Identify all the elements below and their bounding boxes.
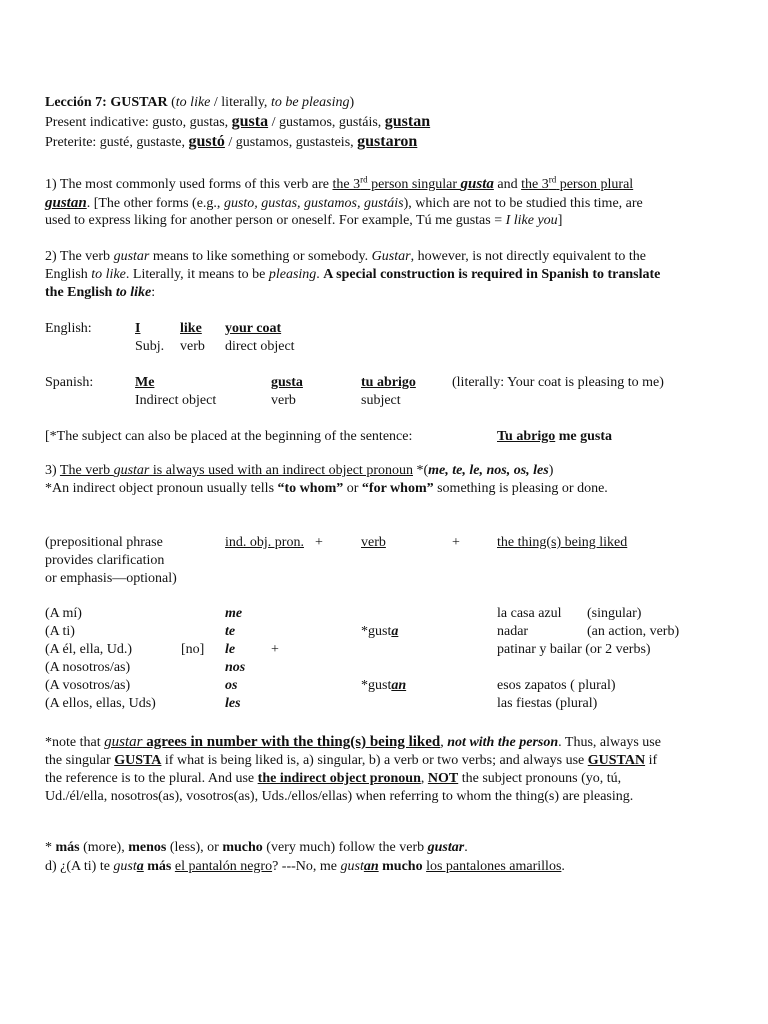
english-subj-caption: Subj.: [135, 339, 165, 354]
english-example: [45, 320, 735, 360]
p1-line3: used to express liking for another person or oneself. For example, Tú me gustas = I like you]: [45, 213, 563, 228]
table-row: (A nosotros/as) nos: [45, 660, 246, 675]
p1-line1: 1) The most commonly used forms of this verb are the 3rd person singular gusta and the 3rd person plural: [45, 174, 634, 192]
p3-line2: *An indirect object pronoun usually tells “to whom” or “for whom” something is pleasing or done.: [45, 481, 608, 496]
mas-note: * más (more), menos (less), or mucho (very much) follow the verb gustar.: [45, 840, 468, 855]
p1-line2: gustan. [The other forms (e.g., gusto, gustas, gustamos, gustáis), which are not to be studied this time, are: [45, 195, 643, 211]
english-dobj-caption: direct object: [225, 339, 295, 354]
example-d: d) ¿(A ti) te gusta más el pantalón negro? ---No, me gustan mucho los pantalones amarillos.: [45, 859, 565, 874]
english-object: your coat: [225, 321, 282, 336]
english-subject: I: [135, 321, 141, 336]
table-row: (A vosotros/as) os *gustan esos zapatos ( plural): [45, 678, 616, 693]
subject-note: [*The subject can also be placed at the beginning of the sentence: Tu abrigo me gusta: [45, 429, 613, 444]
english-verb-caption: verb: [180, 339, 205, 354]
p2-line1: 2) The verb gustar means to like something or somebody. Gustar, however, is not directly equivalent to the: [45, 249, 646, 264]
spanish-gusta: gusta: [271, 375, 303, 390]
spanish-abrigo: tu abrigo: [361, 375, 416, 390]
table-row: (A ti) te *gusta nadar (an action, verb): [45, 624, 680, 639]
spanish-verb-caption: verb: [271, 393, 296, 408]
spanish-me: Me: [135, 375, 155, 390]
spanish-example: [45, 374, 735, 414]
agree-line1: *note that gustar agrees in number with the thing(s) being liked, not with the person. Thus, always use: [45, 734, 661, 750]
spanish-subject-caption: subject: [361, 393, 401, 408]
p2-line2: English to like. Literally, it means to be pleasing. A special construction is required in Spanish to translate: [45, 267, 661, 282]
table-row: (A ellos, ellas, Uds) les las fiestas (plural): [45, 696, 598, 711]
preterite-line: Preterite: gusté, gustaste, gustó / gustamos, gustasteis, gustaron: [45, 133, 418, 150]
p2-line3: the English to like:: [45, 285, 156, 300]
english-verb: like: [180, 321, 202, 336]
p3-line1: 3) The verb gustar is always used with an indirect object pronoun *(me, te, le, nos, os, les): [45, 463, 554, 478]
agree-line2: the singular GUSTA if what is being liked is, a) singular, b) a verb or two verbs; and always use GUSTAN if: [45, 753, 658, 768]
spanish-literal: (literally: Your coat is pleasing to me): [452, 375, 664, 390]
formula: (prepositional phrase provides clarification or emphasis—optional) ind. obj. pron. + verb + the thing(s) being liked: [45, 535, 628, 586]
table-row: (A mí) me la casa azul (singular): [45, 606, 642, 621]
lesson-title: Lección 7: GUSTAR (to like / literally, to be pleasing): [45, 95, 355, 110]
formula-ind-obj: ind. obj. pron.: [225, 535, 304, 550]
spanish-label: Spanish:: [45, 375, 94, 390]
english-label: English:: [45, 321, 92, 336]
formula-verb: verb: [361, 535, 386, 550]
pronoun-table: [45, 605, 735, 713]
agree-line3: the reference is to the plural. And use the indirect object pronoun, NOT the subject pronouns (yo, tú,: [45, 771, 622, 786]
spanish-iobj-caption: Indirect object: [135, 393, 217, 408]
agree-line4: Ud./él/ella, nosotros(as), vosotros(as), Uds./ellos/ellas) when referring to whom the thing(s) are pleasing.: [45, 789, 634, 804]
present-indicative-line: Present indicative: gusto, gustas, gusta / gustamos, gustáis, gustan: [45, 113, 431, 130]
formula-thing: the thing(s) being liked: [497, 535, 628, 550]
table-row: (A él, ella, Ud.) [no] le + patinar y bailar (or 2 verbs): [45, 642, 651, 657]
